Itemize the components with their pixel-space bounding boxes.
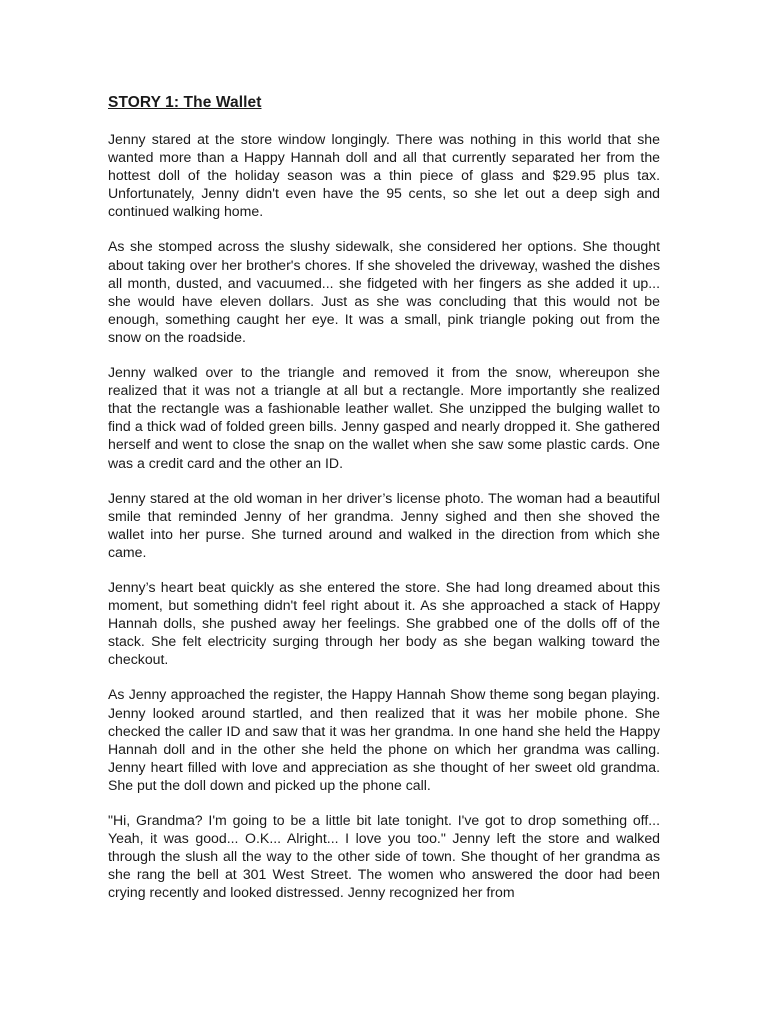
story-paragraph-4: Jenny stared at the old woman in her driver’s license photo. The woman had a beautiful smile that reminded Jenny of her grandma. Jenny sighed and then she shoved the wallet into her purse. She turned around and walked in the direction from which she came.	[108, 489, 660, 560]
story-paragraph-3: Jenny walked over to the triangle and removed it from the snow, whereupon she realized that it was not a triangle at all but a rectangle. More importantly she realized that the rectangle was a fashionable leather wallet. She unzipped the bulging wallet to find a thick wad of folded green bills. Jenny gasped and nearly dropped it. She gathered herself and went to close the snap on the wallet when she saw some plastic cards. One was a credit card and the other an ID.	[108, 364, 660, 471]
story-paragraph-1: Jenny stared at the store window longingly. There was nothing in this world that she wanted more than a Happy Hannah doll and all that currently separated her from the hottest doll of the holiday season was a thin piece of glass and $29.95 plus tax. Unfortunately, Jenny didn't even have the 95 cents, so she let out a deep sigh and continued walking home.	[108, 131, 660, 220]
story-paragraph-5: Jenny’s heart beat quickly as she entered the store. She had long dreamed about this moment, but something didn't feel right about it. As she approached a stack of Happy Hannah dolls, she pushed away her feelings. She grabbed one of the dolls off of the stack. She felt electricity surging through her body as she began walking toward the checkout.	[108, 578, 660, 668]
story-paragraph-2: As she stomped across the slushy sidewalk, she considered her options. She thought about taking over her brother's chores. If she shoveled the driveway, washed the dishes all month, dusted, and vacuumed... she fidgeted with her fingers as she added it up... she would have eleven dollars. Just as she was concluding that this would not be enough, something caught her eye. It was a small, pink triangle poking out from the snow on the roadside.	[108, 238, 660, 345]
document-page	[108, 93, 660, 918]
story-paragraph-6: As Jenny approached the register, the Happy Hannah Show theme song began playing. Jenny looked around startled, and then realized that it was her mobile phone. She checked the caller ID and saw that it was her grandma. In one hand she held the Happy Hannah doll and in the other she held the phone on which her grandma was calling. Jenny heart filled with love and appreciation as she thought of her sweet old grandma. She put the doll down and picked up the phone call.	[108, 686, 660, 793]
story-title: STORY 1: The Wallet	[108, 94, 262, 111]
story-paragraph-7: "Hi, Grandma? I'm going to be a little bit late tonight. I've got to drop something off... Yeah, it was good... O.K... Alright... I love you too." Jenny left the store and walked through the slush all the way to the other side of town. She thought of her grandma as she rang the bell at 301 West Street. The women who answered the door had been crying recently and looked distressed. Jenny recognized her from	[108, 812, 660, 901]
